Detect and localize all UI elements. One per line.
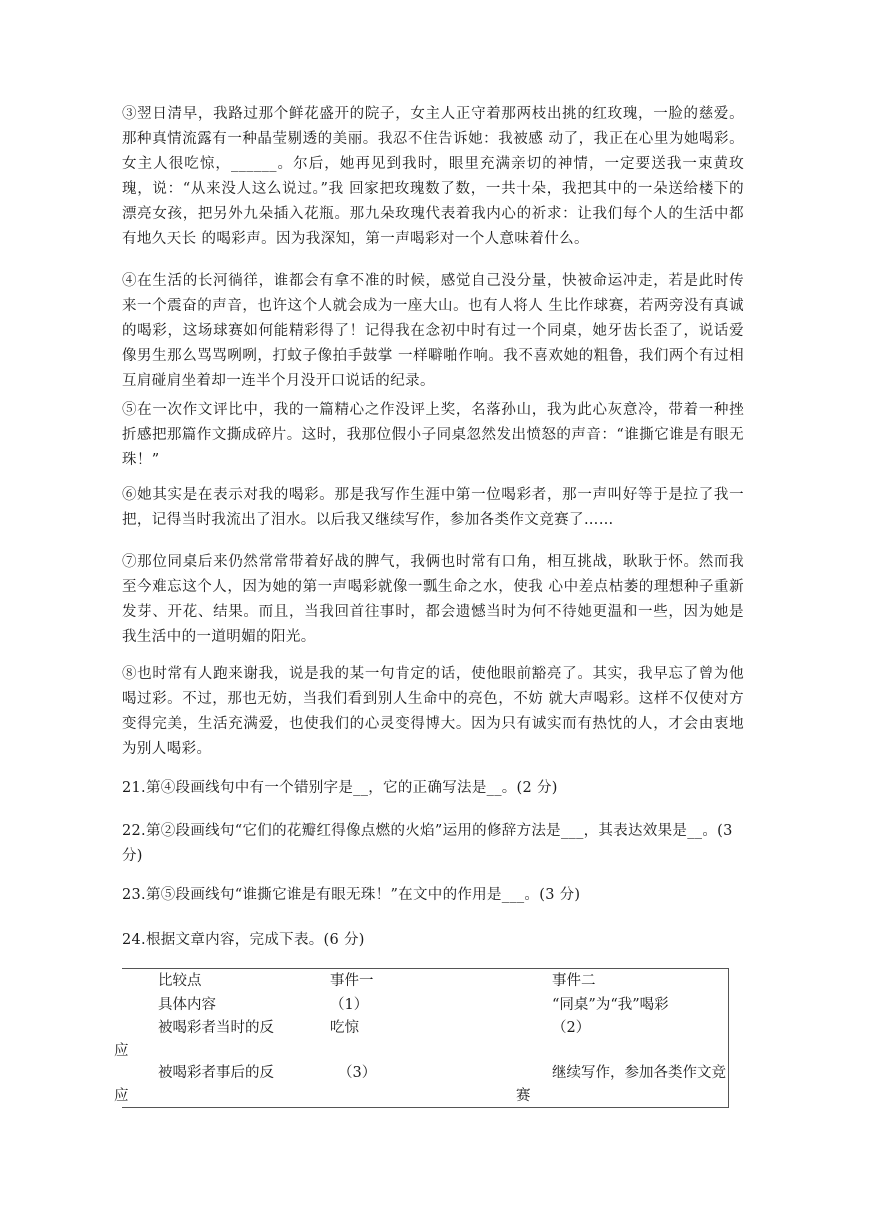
paragraph-5: ⑤在一次作文评比中，我的一篇精心之作没评上奖，名落孙山，我为此心灰意冷，带着一种挫折感把那篇作文撕成碎片。这时，我那位假小子同桌忽然发出愤怒的声音：“谁撕它谁是有眼无珠！” [122, 402, 744, 468]
table-cell-point-wrap: 应 [114, 1043, 129, 1059]
comparison-table [114, 968, 729, 1108]
table-cell-event1: （3） [338, 1065, 377, 1081]
table-cell-event1: （1） [330, 997, 369, 1013]
table-cell-event1: 吃惊 [330, 1020, 359, 1036]
table-cell-event2-wrap: 赛 [516, 1088, 531, 1104]
table-cell-point-wrap: 应 [114, 1088, 129, 1104]
table-header-point: 比较点 [158, 973, 202, 989]
paragraph-6: ⑥她其实是在表示对我的喝彩。那是我写作生涯中第一位喝彩者，那一声叫好等于是拉了我一把，记得当时我流出了泪水。以后我又继续写作，参加各类作文竞赛了…… [122, 487, 744, 528]
paragraph-8: ⑧也时常有人跑来谢我，说是我的某一句肯定的话，使他眼前豁亮了。其实，我早忘了曾为他喝过彩。不过，那也无妨，当我们看到别人生命中的亮色，不妨 就大声喝彩。这样不仅使对方变得完美，生活充满爱，也使我们的心灵变得博大。因为只有诚实而有热忱的人，才会由衷地为别人喝彩。 [122, 666, 744, 757]
table-cell-event2: （2） [552, 1020, 591, 1036]
question-21: 21.第④段画线句中有一个错别字是__，它的正确写法是__。(2 分) [122, 780, 558, 796]
question-23: 23.第⑤段画线句“谁撕它谁是有眼无珠！”在文中的作用是___。(3 分) [122, 887, 581, 903]
table-cell-point: 具体内容 [158, 997, 216, 1013]
question-22: 22.第②段画线句“它们的花瓣红得像点燃的火焰”运用的修辞方法是___，其表达效果是__。(3 分) [122, 823, 733, 864]
table-header-event2: 事件二 [552, 973, 596, 989]
paragraph-7: ⑦那位同桌后来仍然常常带着好战的脾气，我俩也时常有口角，相互挑战，耿耿于怀。然而我至今难忘这个人，因为她的第一声喝彩就像一瓢生命之水，使我 心中差点枯萎的理想种子重新发芽、开花、结果。而且，当我回首往事时，都会遗憾当时为何不待她更温和一些，因为她是我生活中的一道明媚的阳光。 [122, 554, 744, 645]
paragraph-3: ③翌日清早，我路过那个鲜花盛开的院子，女主人正守着那两枝出挑的红玫瑰，一脸的慈爱。那种真情流露有一种晶莹剔透的美丽。我忍不住告诉她：我被感 动了，我正在心里为她喝彩。女主人很吃惊，______。尔后，她再见到我时，眼里充满亲切的神情，一定要送我一束黄玫瑰，说：“从来没人这么说过。”我 回家把玫瑰数了数，一共十朵，我把其中的一朵送给楼下的漂亮女孩，把另外九朵插入花瓶。那九朵玫瑰代表着我内心的祈求：让我们每个人的生活中都有地久天长 的喝彩声。因为我深知，第一声喝彩对一个人意味着什么。 [122, 106, 744, 247]
question-24: 24.根据文章内容，完成下表。(6 分) [122, 932, 365, 948]
table-cell-event2: 继续写作，参加各类作文竞 [552, 1065, 726, 1081]
paragraph-4: ④在生活的长河徜徉，谁都会有拿不准的时候，感觉自己没分量，快被命运冲走，若是此时传来一个震奋的声音，也许这个人就会成为一座大山。也有人将人 生比作球赛，若两旁没有真诚的喝彩，这场球赛如何能精彩得了！记得我在念初中时有过一个同桌，她牙齿长歪了，说话爱像男生那么骂骂咧咧，打蚊子像拍手鼓掌 一样噼啪作响。我不喜欢她的粗鲁，我们两个有过相互肩碰肩坐着却一连半个月没开口说话的纪录。 [122, 273, 744, 389]
table-cell-point: 被喝彩者事后的反 [158, 1065, 274, 1081]
table-cell-point: 被喝彩者当时的反 [158, 1020, 274, 1036]
table-cell-event2: “同桌”为“我”喝彩 [552, 997, 669, 1013]
table-header-event1: 事件一 [330, 973, 374, 989]
